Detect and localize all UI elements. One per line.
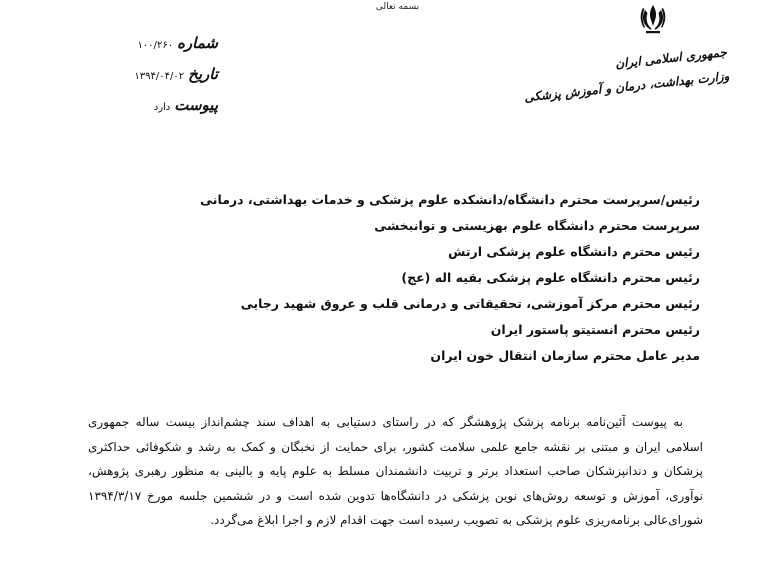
letter-number-row (70, 34, 218, 65)
iran-emblem-icon (636, 2, 670, 36)
recipient-line: مدیر عامل محترم سازمان انتقال خون ایران (430, 348, 700, 363)
letter-number-value: ۱۰۰/۲۶۰ (137, 40, 174, 51)
letter-date-row (70, 65, 218, 96)
recipient-line: رئیس محترم انستیتو پاستور ایران (490, 322, 700, 337)
recipients-list (150, 187, 700, 369)
recipient-line: رئیس محترم دانشگاه علوم پزشکی بقیه اله (عج) (401, 270, 700, 285)
recipient-line: رئیس/سرپرست محترم دانشگاه/دانشکده علوم پزشکی و خدمات بهداشتی، درمانی (200, 192, 700, 207)
letter-metadata (70, 34, 218, 127)
letter-attachment-label: پیوست (174, 96, 218, 114)
invocation-text: بسمه تعالی (375, 2, 420, 12)
recipient-line: رئیس محترم مرکز آموزشی، تحقیقاتی و درمانی قلب و عروق شهید رجایی (240, 296, 700, 311)
body-paragraph: به پیوست آئین‌نامه برنامه پزشک پژوهشگر که در راستای دستیابی به اهداف سند چشم‌انداز بیست ساله جمهوری اسلامی ایران و مبتنی بر نقشه جامع علمی سلامت کشور، برای حمایت از نخبگان و کمک به رشد و شکوفائی حداکثری پزشکان و دندانپزشکان صاحب استعداد برتر و تربیت دانشمندان مسلط به علوم پایه و بالینی به منظور رهبری پژوهش، نوآوری، آموزش و توسعه روش‌های نوین پزشکی در دانشگاه‌ها تدوین شده است و در ششمین جلسه مورخ ۱۳۹۴/۳/۱۷ شورای‌عالی برنامه‌ریزی علوم پزشکی به تصویب رسیده است جهت اقدام لازم و اجرا ابلاغ می‌گردد. (88, 415, 703, 527)
letter-date-value: ۱۳۹۴/۰۴/۰۲ (134, 71, 185, 82)
ministry-line-name: وزارت بهداشت، درمان و آموزش پزشکی (523, 68, 730, 105)
ministry-line-republic: جمهوری اسلامی ایران (614, 45, 728, 71)
letter-number-label: شماره (177, 34, 218, 52)
letter-date-label: تاریخ (188, 65, 218, 83)
letter-attachment-row (70, 96, 218, 127)
recipient-line: رئیس محترم دانشگاه علوم پزشکی ارتش (448, 244, 700, 259)
ministry-heading (523, 40, 730, 105)
letter-body (88, 410, 703, 533)
letter-attachment-value: دارد (153, 102, 171, 113)
recipient-line: سرپرست محترم دانشگاه علوم بهزیستی و توانبخشی (374, 218, 700, 233)
